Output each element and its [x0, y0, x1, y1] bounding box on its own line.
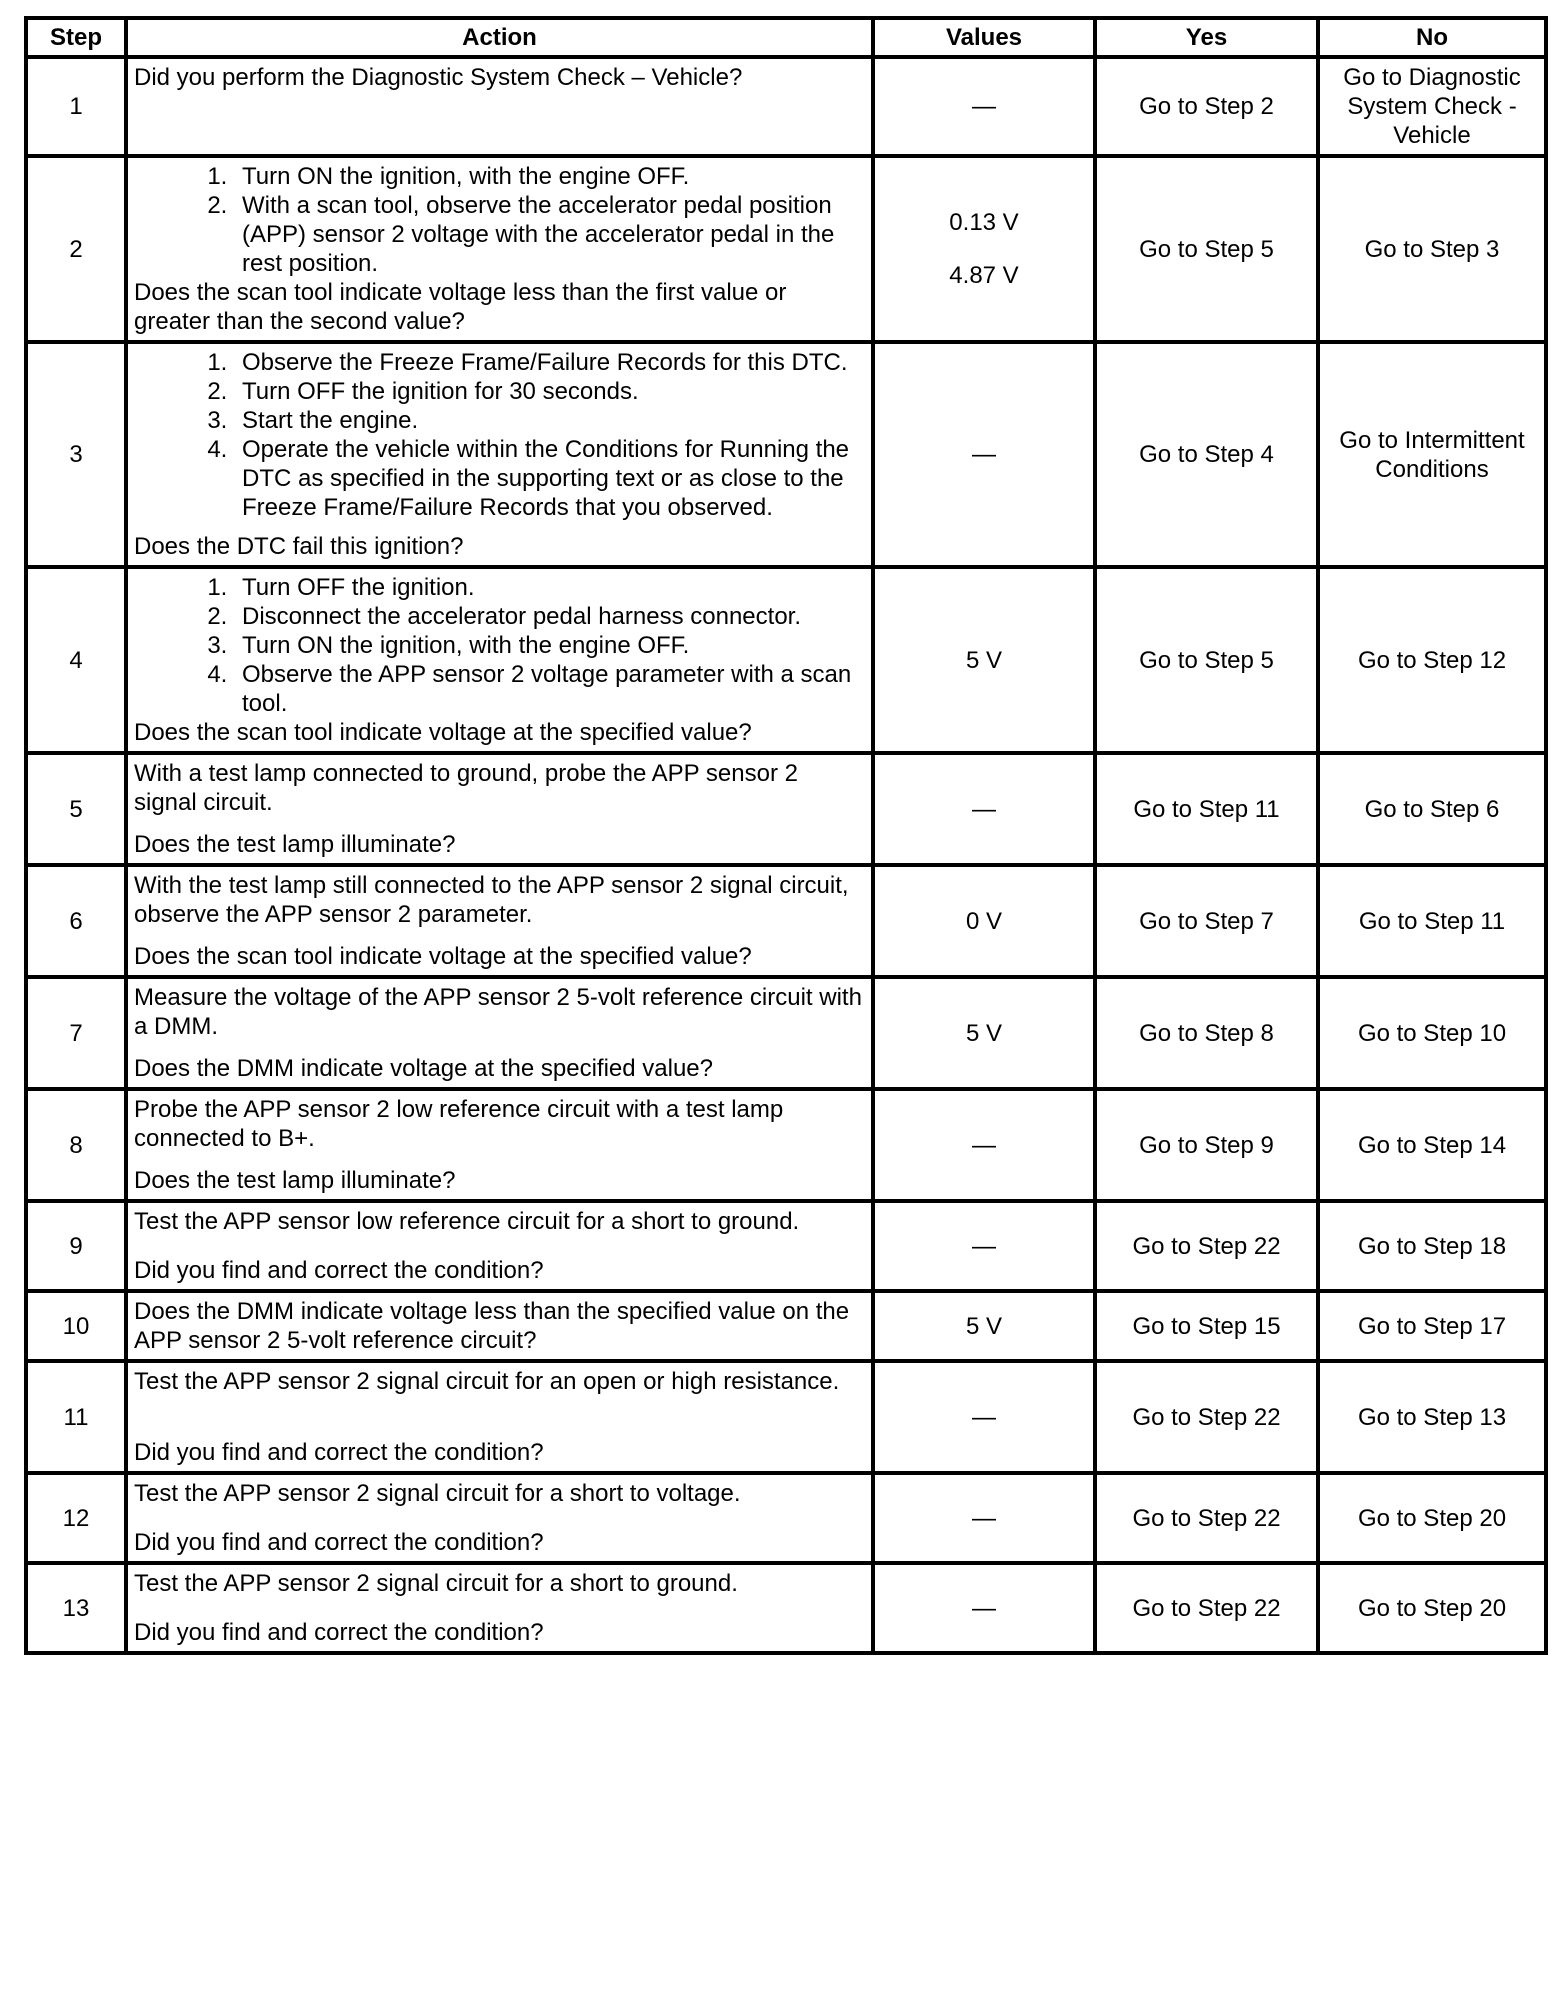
values-cell [873, 1361, 1095, 1473]
action-content [134, 983, 865, 1083]
table-row [26, 1089, 1546, 1201]
values-cell [873, 1201, 1095, 1291]
step-number: 4 [26, 567, 126, 753]
action-text: Test the APP sensor 2 signal circuit for a short to voltage. [134, 1480, 741, 1507]
action-content [134, 1367, 865, 1467]
no-action: Go to Step 20 [1318, 1473, 1546, 1563]
yes-action: Go to Step 22 [1095, 1473, 1318, 1563]
action-step-item: 3. Start the engine. [234, 406, 865, 435]
value-text: — [972, 93, 996, 120]
diagnostic-table [24, 16, 1548, 1655]
value-text: 5 V [965, 1312, 1003, 1340]
action-cell [126, 567, 873, 753]
action-question: Did you find and correct the condition? [134, 1619, 544, 1646]
action-instructions [134, 63, 865, 92]
action-text: Test the APP sensor 2 signal circuit for an open or high resistance. [134, 1368, 840, 1395]
step-number: 11 [26, 1361, 126, 1473]
action-step-item: 1. Turn ON the ignition, with the engine OFF. [234, 162, 865, 191]
table-row [26, 1563, 1546, 1653]
action-content [134, 348, 865, 561]
value-text: — [972, 1232, 996, 1260]
yes-action: Go to Step 4 [1095, 342, 1318, 567]
yes-action: Go to Step 9 [1095, 1089, 1318, 1201]
action-text: Test the APP sensor low reference circuit for a short to ground. [134, 1208, 800, 1235]
action-instructions [134, 759, 865, 817]
step-number: 6 [26, 865, 126, 977]
table-row [26, 342, 1546, 567]
values-cell [873, 1473, 1095, 1563]
value-text: — [972, 1131, 996, 1159]
no-action: Go to Diagnostic System Check - Vehicle [1318, 57, 1546, 156]
yes-action: Go to Step 7 [1095, 865, 1318, 977]
header-values: Values [873, 18, 1095, 57]
table-body [26, 57, 1546, 1653]
action-content [134, 1095, 865, 1195]
no-action: Go to Step 13 [1318, 1361, 1546, 1473]
action-cell [126, 977, 873, 1089]
no-action: Go to Step 17 [1318, 1291, 1546, 1361]
action-instructions [134, 1207, 865, 1236]
action-step-item: 4. Operate the vehicle within the Conditions for Running the DTC as specified in the supporting text or as close to the Freeze Frame/Failure Records that you observed. [234, 435, 865, 522]
values-cell [873, 1291, 1095, 1361]
action-cell [126, 865, 873, 977]
action-cell [126, 342, 873, 567]
action-step-item: 2. Disconnect the accelerator pedal harness connector. [234, 602, 865, 631]
header-yes: Yes [1095, 18, 1318, 57]
value-text: — [972, 795, 996, 823]
action-content [134, 63, 865, 150]
step-number: 13 [26, 1563, 126, 1653]
action-step-item: 4. Observe the APP sensor 2 voltage parameter with a scan tool. [234, 660, 865, 718]
action-question: Does the DMM indicate voltage at the specified value? [134, 1055, 713, 1082]
value-text: 4.87 V [949, 262, 1019, 289]
action-instructions [134, 1095, 865, 1153]
table-row [26, 865, 1546, 977]
action-cell [126, 1089, 873, 1201]
table-row [26, 156, 1546, 342]
values-cell [873, 1089, 1095, 1201]
action-step-item: 3. Turn ON the ignition, with the engine OFF. [234, 631, 865, 660]
table-row [26, 1361, 1546, 1473]
action-cell [126, 1201, 873, 1291]
step-number: 1 [26, 57, 126, 156]
step-number: 8 [26, 1089, 126, 1201]
action-cell [126, 1563, 873, 1653]
header-row [26, 18, 1546, 57]
action-question: Does the test lamp illuminate? [134, 831, 456, 858]
table-row [26, 57, 1546, 156]
action-text: With a test lamp connected to ground, probe the APP sensor 2 signal circuit. [134, 760, 798, 816]
yes-action: Go to Step 5 [1095, 156, 1318, 342]
header-action: Action [126, 18, 873, 57]
header-no: No [1318, 18, 1546, 57]
action-text: With the test lamp still connected to the APP sensor 2 signal circuit, observe the APP sensor 2 parameter. [134, 872, 849, 928]
values-cell [873, 567, 1095, 753]
action-text: Did you perform the Diagnostic System Check – Vehicle? [134, 64, 743, 91]
no-action: Go to Step 20 [1318, 1563, 1546, 1653]
action-cell [126, 156, 873, 342]
table-row [26, 977, 1546, 1089]
values-cell [873, 977, 1095, 1089]
action-step-item: 1. Observe the Freeze Frame/Failure Records for this DTC. [234, 348, 865, 377]
action-steps-list [134, 348, 865, 522]
action-cell [126, 753, 873, 865]
action-text: Probe the APP sensor 2 low reference circuit with a test lamp connected to B+. [134, 1096, 784, 1152]
action-question: Does the scan tool indicate voltage at the specified value? [134, 943, 752, 970]
values-cell [873, 342, 1095, 567]
action-cell [126, 1291, 873, 1361]
action-content [134, 1297, 865, 1355]
value-text: 5 V [965, 1019, 1003, 1047]
yes-action: Go to Step 2 [1095, 57, 1318, 156]
action-instructions [134, 1367, 865, 1396]
no-action: Go to Step 3 [1318, 156, 1546, 342]
table-row [26, 753, 1546, 865]
values-cell [873, 865, 1095, 977]
step-number: 9 [26, 1201, 126, 1291]
yes-action: Go to Step 11 [1095, 753, 1318, 865]
step-number: 5 [26, 753, 126, 865]
table-row [26, 1473, 1546, 1563]
action-question: Does the DTC fail this ignition? [134, 533, 464, 560]
value-text: — [972, 441, 996, 468]
action-question: Did you find and correct the condition? [134, 1439, 544, 1466]
step-number: 12 [26, 1473, 126, 1563]
action-instructions [134, 983, 865, 1041]
action-cell [126, 1361, 873, 1473]
action-content [134, 1569, 865, 1647]
action-instructions [134, 162, 865, 278]
action-content [134, 1479, 865, 1557]
value-text: 0 V [965, 907, 1003, 935]
yes-action: Go to Step 8 [1095, 977, 1318, 1089]
values-cell [873, 753, 1095, 865]
action-content [134, 1207, 865, 1285]
action-text: Test the APP sensor 2 signal circuit for a short to ground. [134, 1570, 738, 1597]
action-instructions [134, 871, 865, 929]
action-cell [126, 1473, 873, 1563]
action-text: Does the DMM indicate voltage less than the specified value on the APP sensor 2 5-volt reference circuit? [134, 1298, 850, 1354]
step-number: 2 [26, 156, 126, 342]
table-row [26, 1291, 1546, 1361]
table-row [26, 567, 1546, 753]
no-action: Go to Step 10 [1318, 977, 1546, 1089]
value-text: — [972, 1594, 996, 1622]
table-row [26, 1201, 1546, 1291]
value-text: 0.13 V [949, 209, 1019, 236]
yes-action: Go to Step 15 [1095, 1291, 1318, 1361]
no-action: Go to Intermittent Conditions [1318, 342, 1546, 567]
values-cell [873, 156, 1095, 342]
action-step-item: 1. Turn OFF the ignition. [234, 573, 865, 602]
action-question: Did you find and correct the condition? [134, 1529, 544, 1556]
action-content [134, 759, 865, 859]
yes-action: Go to Step 5 [1095, 567, 1318, 753]
action-step-item: 2. With a scan tool, observe the accelerator pedal position (APP) sensor 2 voltage with the accelerator pedal in the rest position. [234, 191, 865, 278]
action-instructions [134, 573, 865, 718]
yes-action: Go to Step 22 [1095, 1361, 1318, 1473]
no-action: Go to Step 11 [1318, 865, 1546, 977]
values-cell [873, 57, 1095, 156]
action-instructions [134, 1479, 865, 1508]
step-number: 10 [26, 1291, 126, 1361]
value-text: — [972, 1504, 996, 1532]
action-instructions [134, 1297, 865, 1355]
no-action: Go to Step 14 [1318, 1089, 1546, 1201]
yes-action: Go to Step 22 [1095, 1563, 1318, 1653]
action-steps-list [134, 573, 865, 718]
no-action: Go to Step 18 [1318, 1201, 1546, 1291]
action-cell [126, 57, 873, 156]
action-content [134, 871, 865, 971]
value-text: 5 V [965, 646, 1003, 674]
yes-action: Go to Step 22 [1095, 1201, 1318, 1291]
values-stack [881, 208, 1087, 290]
action-content [134, 162, 865, 336]
action-steps-list [134, 162, 865, 278]
action-content [134, 573, 865, 747]
action-text: Measure the voltage of the APP sensor 2 5-volt reference circuit with a DMM. [134, 984, 862, 1040]
no-action: Go to Step 6 [1318, 753, 1546, 865]
action-question: Does the test lamp illuminate? [134, 1167, 456, 1194]
action-instructions [134, 348, 865, 522]
header-step: Step [26, 18, 126, 57]
no-action: Go to Step 12 [1318, 567, 1546, 753]
action-question: Does the scan tool indicate voltage at the specified value? [134, 719, 752, 746]
action-step-item: 2. Turn OFF the ignition for 30 seconds. [234, 377, 865, 406]
action-question: Does the scan tool indicate voltage less than the first value or greater than the second value? [134, 279, 787, 335]
action-instructions [134, 1569, 865, 1598]
step-number: 7 [26, 977, 126, 1089]
step-number: 3 [26, 342, 126, 567]
action-question: Did you find and correct the condition? [134, 1257, 544, 1284]
values-cell [873, 1563, 1095, 1653]
value-text: — [972, 1403, 996, 1431]
